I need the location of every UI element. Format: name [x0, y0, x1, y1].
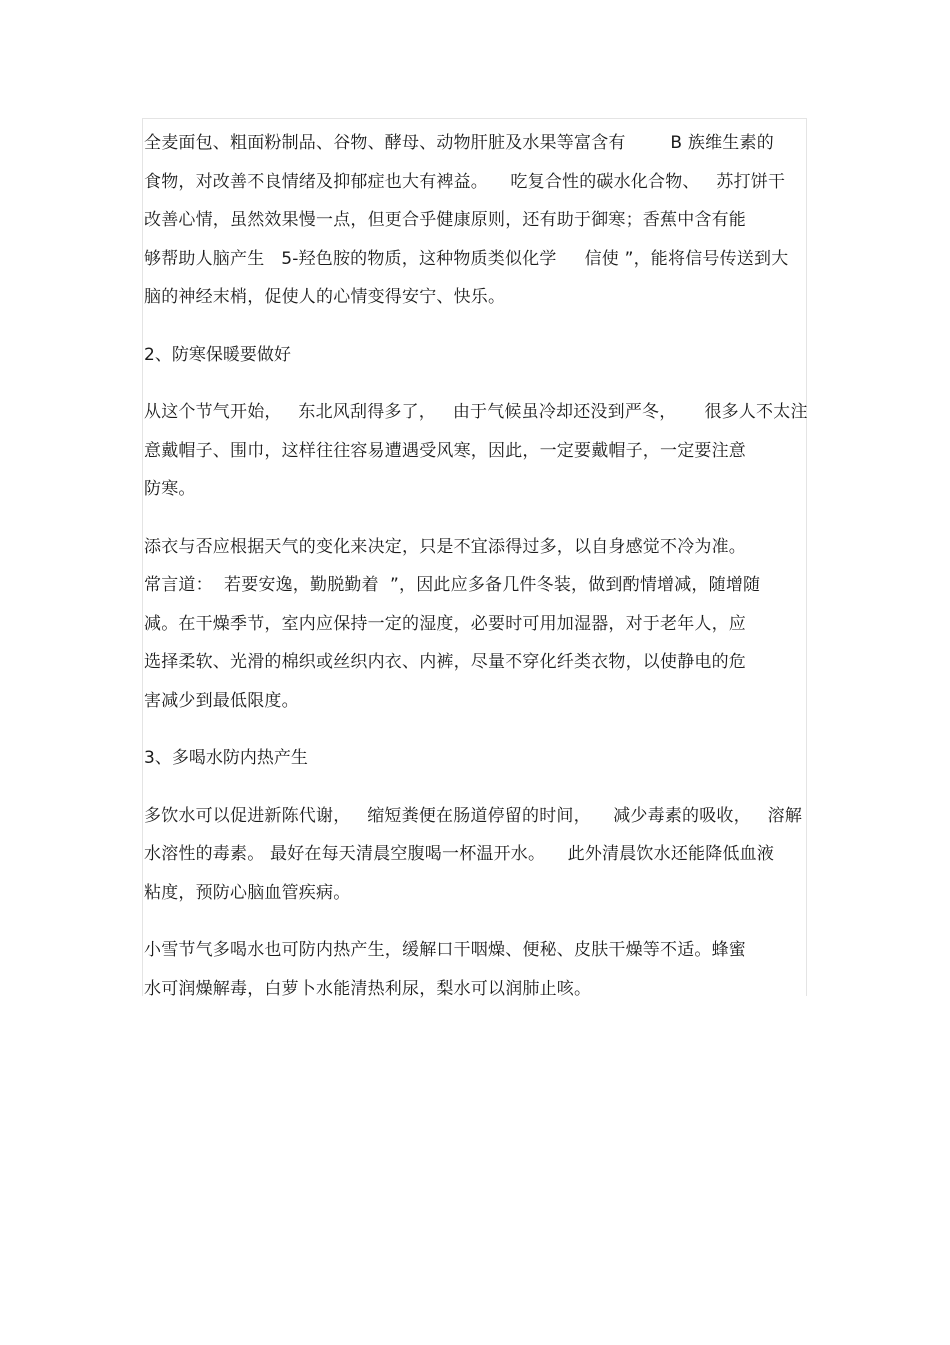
text-line: 脑的神经末梢，促使人的心情变得安宁、快乐。	[144, 287, 506, 307]
text-line: 水可润燥解毒，白萝卜水能清热利尿，梨水可以润肺止咳。	[144, 978, 592, 999]
text-line: 害减少到最低限度。	[144, 690, 299, 711]
section-heading-3: 3、多喝水防内热产生	[144, 748, 308, 768]
paragraph-gap	[144, 778, 810, 797]
paragraph-gap	[144, 912, 810, 931]
section-heading-2: 2、防寒保暖要做好	[144, 344, 291, 365]
document-body	[144, 124, 810, 1008]
paragraph-gap	[144, 317, 810, 336]
text-line: 全麦面包、粗面粉制品、谷物、酵母、动物肝脏及水果等富含有 B 族维生素的	[144, 133, 774, 153]
text-line: 小雪节气多喝水也可防内热产生，缓解口干咽燥、便秘、皮肤干燥等不适。蜂蜜	[144, 940, 746, 960]
text-line: 食物，对改善不良情绪及抑郁症也大有裨益。 吃复合性的碳水化合物、 苏打饼干	[144, 171, 786, 192]
text-line: 够帮助人脑产生 5-羟色胺的物质，这种物质类似化学 信使 ”，能将信号传送到大	[144, 248, 789, 269]
text-line: 水溶性的毒素。 最好在每天清晨空腹喝一杯温开水。 此外清晨饮水还能降低血液	[144, 844, 775, 864]
paragraph-gap	[144, 374, 810, 393]
text-line: 常言道： 若要安逸，勤脱勤着 ”，因此应多备几件冬装，做到酌情增减，随增随	[144, 575, 761, 595]
text-line: 从这个节气开始， 东北风刮得多了， 由于气候虽冷却还没到严冬， 很多人不太注	[144, 402, 808, 422]
paragraph-2	[144, 393, 810, 509]
paragraph-gap	[144, 509, 810, 528]
text-line: 选择柔软、光滑的棉织或丝织内衣、内裤，尽量不穿化纤类衣物，以使静电的危	[144, 652, 746, 672]
paragraph-1	[144, 124, 810, 317]
paragraph-5	[144, 931, 810, 1008]
text-line: 减。在干燥季节，室内应保持一定的湿度，必要时可用加湿器，对于老年人，应	[144, 613, 746, 634]
paragraph-3	[144, 528, 810, 721]
text-line: 粘度，预防心脑血管疾病。	[144, 882, 351, 903]
text-line: 添衣与否应根据天气的变化来决定，只是不宜添得过多，以自身感觉不冷为准。	[144, 536, 746, 557]
paragraph-4	[144, 797, 810, 913]
text-line: 防寒。	[144, 479, 196, 499]
text-line: 意戴帽子、围巾，这样往往容易遭遇受风寒，因此，一定要戴帽子，一定要注意	[144, 440, 746, 461]
text-line: 改善心情，虽然效果慢一点，但更合乎健康原则，还有助于御寒；香蕉中含有能	[144, 210, 746, 230]
paragraph-gap	[144, 720, 810, 739]
text-line: 多饮水可以促进新陈代谢， 缩短粪便在肠道停留的时间， 减少毒素的吸收， 溶解	[144, 805, 803, 826]
